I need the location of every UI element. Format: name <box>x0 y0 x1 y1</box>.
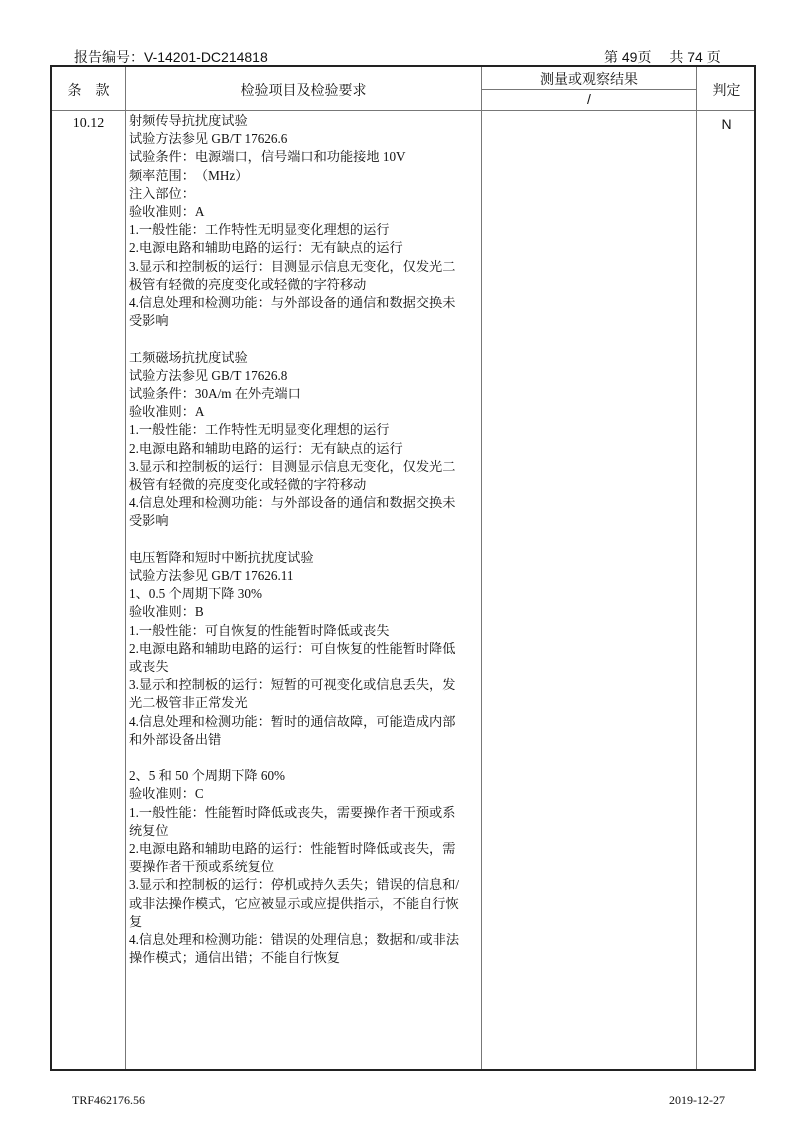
requirement-line: 统复位 <box>129 822 169 838</box>
header-subdivider <box>481 89 696 90</box>
requirement-line: 试验条件：30A/m 在外壳端口 <box>129 386 301 402</box>
requirement-line: 工频磁场抗扰度试验 <box>129 349 248 365</box>
header-item: 检验项目及检验要求 <box>240 82 367 98</box>
header-result: 测量或观察结果 <box>540 71 638 87</box>
requirement-line: 操作模式；通信出错；不能自行恢复 <box>129 950 340 966</box>
clause-number: 10.12 <box>72 116 105 131</box>
requirement-line: 试验方法参见 GB/T 17626.11 <box>129 568 294 584</box>
requirement-line: 1.一般性能：工作特性无明显变化理想的运行 <box>129 422 390 438</box>
requirement-line: 4.信息处理和检测功能：错误的处理信息；数据和/或非法 <box>129 932 460 948</box>
verdict-value: N <box>721 116 732 132</box>
requirement-line: 1.一般性能：性能暂时降低或丧失，需要操作者干预或系 <box>129 804 456 820</box>
requirement-line: 2.电源电路和辅助电路的运行：可自恢复的性能暂时降低 <box>129 640 456 656</box>
header-result-sub: / <box>587 91 591 107</box>
requirement-line: 验收准则：A <box>129 404 205 420</box>
requirement-line: 试验条件：电源端口，信号端口和功能接地 10V <box>129 149 406 165</box>
requirement-line: 2.电源电路和辅助电路的运行：无有缺点的运行 <box>129 240 403 256</box>
requirement-line: 极管有轻微的亮度变化或轻微的字符移动 <box>129 276 367 292</box>
requirement-line: 2.电源电路和辅助电路的运行：无有缺点的运行 <box>129 440 403 456</box>
header-divider <box>52 110 754 111</box>
requirement-line: 试验方法参见 GB/T 17626.8 <box>129 367 288 383</box>
requirement-line: 验收准则：C <box>129 786 204 802</box>
spacer <box>129 330 485 348</box>
requirement-line: 4.信息处理和检测功能：与外部设备的通信和数据交换未 <box>129 495 456 511</box>
requirement-line: 2.电源电路和辅助电路的运行：性能暂时降低或丧失，需 <box>129 841 456 857</box>
requirement-line: 3.显示和控制板的运行：目测显示信息无变化，仅发光二 <box>129 458 456 474</box>
requirement-line: 4.信息处理和检测功能：暂时的通信故障，可能造成内部 <box>129 713 456 729</box>
requirement-line: 注入部位： <box>129 185 195 201</box>
requirement-line: 极管有轻微的亮度变化或轻微的字符移动 <box>129 477 367 493</box>
requirement-line: 验收准则：B <box>129 604 204 620</box>
requirement-line: 3.显示和控制板的运行：目测显示信息无变化，仅发光二 <box>129 258 456 274</box>
requirement-line: 电压暂降和短时中断抗扰度试验 <box>129 549 314 565</box>
column-divider <box>696 67 697 1069</box>
requirement-line: 1.一般性能：工作特性无明显变化理想的运行 <box>129 222 390 238</box>
requirement-line: 和外部设备出错 <box>129 731 222 747</box>
header-clause: 条 款 <box>67 84 110 99</box>
form-code: TRF462176.56 <box>72 1093 146 1107</box>
inspection-table <box>50 65 756 1071</box>
requirement-line: 受影响 <box>129 513 169 529</box>
page-info <box>604 47 721 67</box>
footer-date: 2019-12-27 <box>669 1093 725 1107</box>
column-divider <box>125 67 126 1069</box>
requirement-line: 1.一般性能：可自恢复的性能暂时降低或丧失 <box>129 622 390 638</box>
requirement-line: 光二极管非正常发光 <box>129 695 248 711</box>
requirement-line: 频率范围： （MHz） <box>129 167 249 183</box>
page-current: 第 49页 <box>604 49 652 65</box>
requirement-line: 复 <box>129 913 143 929</box>
requirement-line: 射频传导抗扰度试验 <box>129 113 248 128</box>
page-total: 共 74 页 <box>669 49 721 65</box>
requirement-line: 3.显示和控制板的运行：短暂的可视变化或信息丢失，发 <box>129 677 456 693</box>
requirement-line: 要操作者干预或系统复位 <box>129 859 275 875</box>
requirement-line: 2、5 和 50 个周期下降 60% <box>129 768 286 784</box>
requirement-line: 验收准则：A <box>129 204 205 220</box>
requirement-line: 1、0.5 个周期下降 30% <box>129 586 262 602</box>
requirement-line: 3.显示和控制板的运行：停机或持久丢失；错误的信息和/ <box>129 877 460 893</box>
requirement-line: 试验方法参见 GB/T 17626.6 <box>129 131 288 147</box>
requirement-line: 或非法操作模式，它应被显示或应提供指示，不能自行恢 <box>129 895 459 911</box>
requirement-line: 4.信息处理和检测功能：与外部设备的通信和数据交换未 <box>129 295 456 311</box>
requirement-line: 或丧失 <box>129 659 169 675</box>
requirement-line: 受影响 <box>129 313 169 329</box>
spacer <box>129 749 485 767</box>
report-number: 报告编号：V-14201-DC214818 <box>74 49 268 65</box>
requirements-text <box>129 112 485 968</box>
header-verdict: 判定 <box>712 82 741 98</box>
spacer <box>129 531 485 549</box>
